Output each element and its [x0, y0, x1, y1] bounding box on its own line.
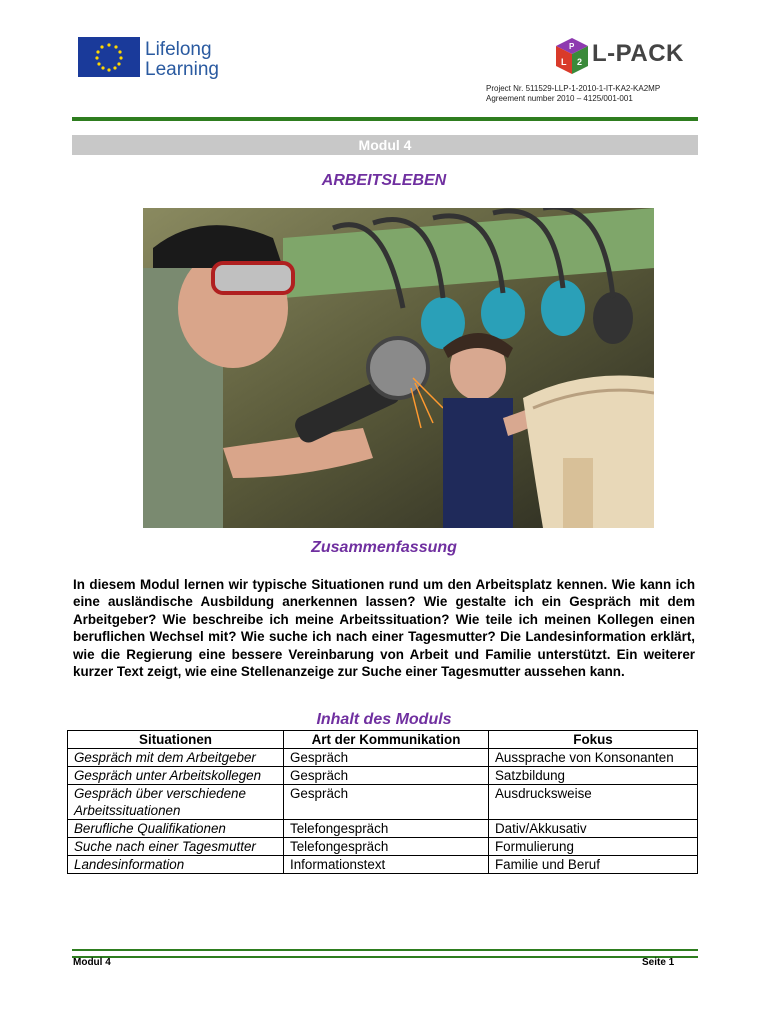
column-header-situationen: Situationen	[68, 731, 284, 749]
logo-word-2: Learning	[145, 59, 219, 80]
project-number: Project Nr. 511529-LLP-1-2010-1-IT-KA2-KA2MP	[486, 84, 661, 93]
lifelong-learning-logo	[72, 30, 227, 90]
lpack-wordmark: L-PACK	[592, 40, 684, 67]
workshop-photo	[143, 208, 654, 528]
table-row	[68, 838, 698, 856]
cell-situation: Landesinformation	[68, 856, 284, 874]
cell-situation: Gespräch mit dem Arbeitgeber	[68, 749, 284, 767]
cell-situation: Gespräch über verschiedene Arbeitssituationen	[68, 785, 284, 820]
project-info	[486, 84, 660, 104]
lifelong-learning-wordmark	[145, 40, 219, 80]
cell-kommunikation: Informationstext	[284, 856, 489, 874]
cell-kommunikation: Gespräch	[284, 785, 489, 820]
cell-fokus: Satzbildung	[489, 767, 698, 785]
summary-heading: Zusammenfassung	[311, 539, 457, 556]
cell-kommunikation: Gespräch	[284, 767, 489, 785]
table-header-row	[68, 731, 698, 749]
footer-divider	[72, 949, 698, 958]
modul-title-bar: Modul 4	[72, 135, 698, 155]
table-row	[68, 749, 698, 767]
cell-fokus: Dativ/Akkusativ	[489, 820, 698, 838]
cell-kommunikation: Telefongespräch	[284, 838, 489, 856]
footer-page-number: Seite 1	[642, 957, 675, 968]
cell-fokus: Familie und Beruf	[489, 856, 698, 874]
cell-kommunikation: Telefongespräch	[284, 820, 489, 838]
main-heading: ARBEITSLEBEN	[321, 172, 447, 189]
cube-letter-l: L	[561, 57, 567, 67]
logo-word-1: Lifelong	[145, 39, 212, 60]
cube-letter-2: 2	[577, 57, 583, 67]
cell-situation: Suche nach einer Tagesmutter	[68, 838, 284, 856]
module-content-table	[67, 730, 698, 874]
agreement-number: Agreement number 2010 – 4125/001-001	[486, 94, 633, 103]
footer-module-label: Modul 4	[73, 957, 111, 968]
column-header-art: Art der Kommunikation	[284, 731, 489, 749]
table-row	[68, 767, 698, 785]
header-divider	[72, 117, 698, 121]
cell-kommunikation: Gespräch	[284, 749, 489, 767]
cube-letter-p: P	[569, 42, 575, 51]
cell-situation: Gespräch unter Arbeitskollegen	[68, 767, 284, 785]
summary-paragraph: In diesem Modul lernen wir typische Situationen rund um den Arbeitsplatz kennen. Wie kann ich eine ausländische Ausbildung anerkennen lassen? Wie gestalte ich ein Gespräch mit dem Arbeitgeber? Wie beschreibe ich meine Arbeitssituation? Wie teile ich meinen Kollegen einen beruflichen Wechsel mit? Wie suche ich nach einer Tagesmutter? Die Landesinformation erklärt, wie die Regierung eine bessere Vereinbarung von Arbeit und Familie unterstützt. Ein weiterer kurzer Text zeigt, wie eine Stellenanzeige zur Suche einer Tagesmutter aussehen kann.	[73, 577, 695, 680]
table-row	[68, 785, 698, 820]
eu-flag-icon	[78, 37, 140, 77]
table-row	[68, 820, 698, 838]
column-header-fokus: Fokus	[489, 731, 698, 749]
table-row	[68, 856, 698, 874]
cell-situation: Berufliche Qualifikationen	[68, 820, 284, 838]
cell-fokus: Ausdrucksweise	[489, 785, 698, 820]
lpack-logo	[552, 36, 692, 76]
content-heading: Inhalt des Moduls	[316, 711, 452, 728]
cell-fokus: Formulierung	[489, 838, 698, 856]
cell-fokus: Aussprache von Konsonanten	[489, 749, 698, 767]
lpack-cube-icon	[552, 36, 592, 76]
